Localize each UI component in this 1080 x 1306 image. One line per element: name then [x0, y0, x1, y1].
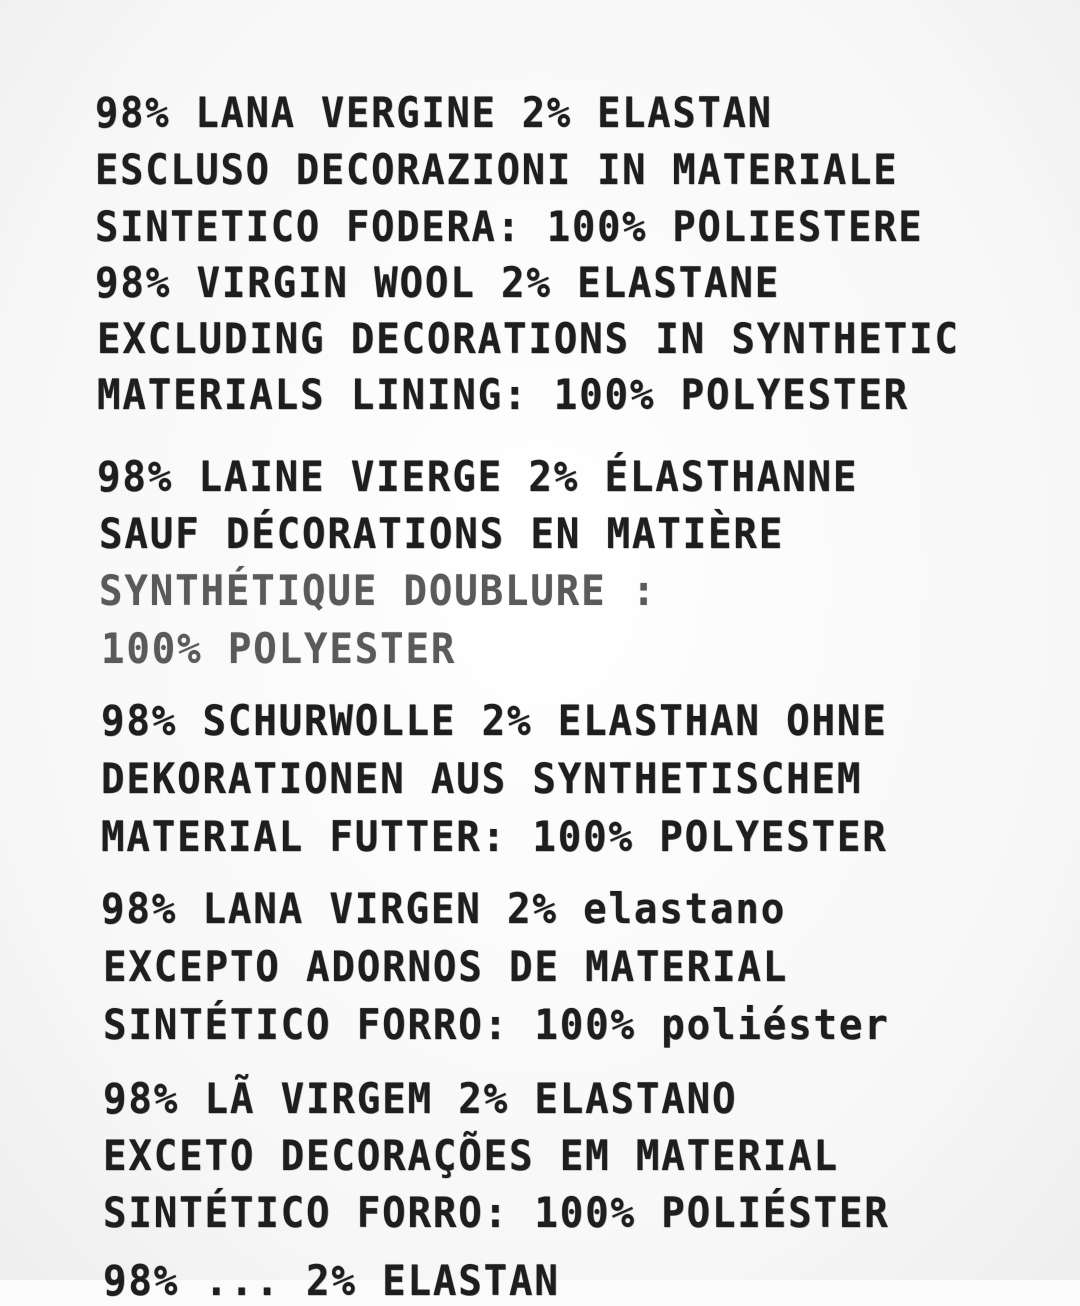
label-line-fr-3: SYNTHÉTIQUE DOUBLURE :: [99, 566, 658, 615]
label-line-pt-1: 98% LÃ VIRGEM 2% ELASTANO: [103, 1074, 738, 1123]
label-line-en-1: 98% VIRGIN WOOL 2% ELASTANE: [95, 258, 781, 307]
label-line-de-3: MATERIAL FUTTER: 100% POLYESTER: [101, 812, 888, 861]
label-line-es-3: SINTÉTICO FORRO: 100% poliéster: [103, 1000, 890, 1049]
label-line-pt-2: EXCETO DECORAÇÕES EM MATERIAL: [103, 1131, 839, 1180]
label-line-en-3: MATERIALS LINING: 100% POLYESTER: [97, 370, 910, 419]
label-line-it-3: SINTETICO FODERA: 100% POLIESTERE: [95, 202, 924, 251]
label-line-es-2: EXCEPTO ADORNOS DE MATERIAL: [103, 942, 789, 991]
label-line-pt-3: SINTÉTICO FORRO: 100% POLIÉSTER: [103, 1188, 890, 1237]
label-line-de-2: DEKORATIONEN AUS SYNTHETISCHEM: [101, 754, 863, 803]
label-line-fr-4: 100% POLYESTER: [101, 624, 457, 673]
label-line-fr-2: SAUF DÉCORATIONS EN MATIÈRE: [99, 509, 785, 558]
label-line-en-2: EXCLUDING DECORATIONS IN SYNTHETIC: [97, 314, 960, 363]
label-line-es-1: 98% LANA VIRGEN 2% elastano: [101, 884, 787, 933]
label-line-it-2: ESCLUSO DECORAZIONI IN MATERIALE: [95, 145, 899, 194]
label-line-fr-1: 98% LAINE VIERGE 2% ÉLASTHANNE: [97, 452, 859, 501]
label-line-it-1: 98% LANA VERGINE 2% ELASTAN: [95, 88, 773, 137]
label-line-cutoff: 98% ... 2% ELASTAN: [103, 1256, 560, 1305]
label-line-de-1: 98% SCHURWOLLE 2% ELASTHAN OHNE: [101, 696, 888, 745]
